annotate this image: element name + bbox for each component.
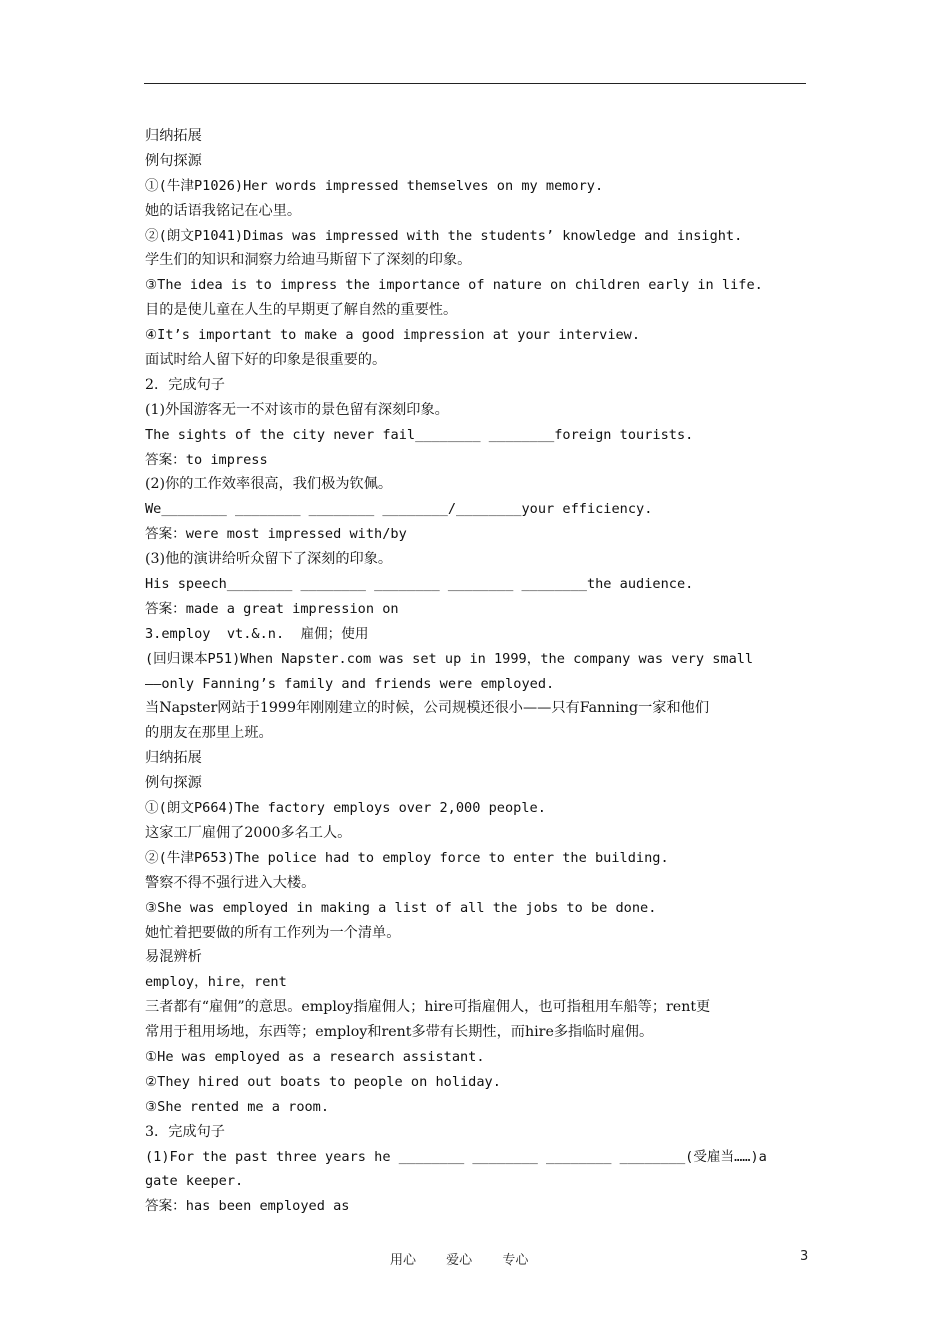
example-sentence: ④It’s important to make a good impression at your interview. xyxy=(145,327,641,344)
exercise-prompt: (3)他的演讲给听众留下了深刻的印象。 xyxy=(145,551,393,568)
example-translation: 这家工厂雇佣了2000多名工人。 xyxy=(145,824,352,841)
header-rule xyxy=(144,83,806,84)
example-sentence: ①(牛津P1026)Her words impressed themselves on my memory. xyxy=(145,177,604,194)
comparison-explanation: 三者都有“雇佣”的意思。employ指雇佣人；hire可指雇佣人，也可指租用车船等；rent更 xyxy=(145,999,711,1016)
exercise-answer: 答案：to impress xyxy=(145,451,268,468)
example-sentence: ②(朗文P1041)Dimas was impressed with the students’ knowledge and insight. xyxy=(145,227,743,244)
example-sentence: ②(牛津P653)The police had to employ force to enter the building. xyxy=(145,849,669,866)
page-footer xyxy=(0,1249,950,1269)
section-subheading: 例句探源 xyxy=(145,775,202,792)
example-sentence: ③She rented me a room. xyxy=(145,1098,330,1115)
example-translation: 目的是使儿童在人生的早期更了解自然的重要性。 xyxy=(145,302,458,319)
exercise-answer: 答案：made a great impression on xyxy=(145,600,399,617)
example-translation: 警察不得不强行进入大楼。 xyxy=(145,874,316,891)
exercise-heading: 3．完成句子 xyxy=(145,1123,225,1140)
textbook-sentence: (回归课本P51)When Napster.com was set up in 1999，the company was very small xyxy=(145,650,754,667)
vocabulary-entry: 3.employ vt.&.n. 雇佣；使用 xyxy=(145,625,369,642)
section-heading: 归纳拓展 xyxy=(145,128,202,144)
textbook-sentence: ——only Fanning’s family and friends were employed. xyxy=(145,675,555,692)
comparison-explanation: 常用于租用场地，东西等；employ和rent多带有长期性，而hire多指临时雇佣。 xyxy=(145,1024,654,1041)
exercise-sentence: The sights of the city never fail________ ________foreign tourists. xyxy=(145,426,694,443)
example-translation: 她的话语我铭记在心里。 xyxy=(145,202,302,219)
section-heading: 易混辨析 xyxy=(145,949,202,966)
exercise-sentence: We________ ________ ________ ________/________your efficiency. xyxy=(145,501,653,518)
exercise-answer: 答案：were most impressed with/by xyxy=(145,526,407,543)
example-sentence: ②They hired out boats to people on holiday. xyxy=(145,1073,501,1090)
example-sentence: ①(朗文P664)The factory employs over 2,000 people. xyxy=(145,800,546,817)
footer-motto xyxy=(390,1249,554,1268)
exercise-heading: 2．完成句子 xyxy=(145,376,225,393)
exercise-sentence: His speech________ ________ ________ ________ ________the audience. xyxy=(145,576,694,593)
exercise-answer: 答案：has been employed as xyxy=(145,1198,350,1215)
exercise-prompt: (1)外国游客无一不对该市的景色留有深刻印象。 xyxy=(145,401,449,418)
example-translation: 面试时给人留下好的印象是很重要的。 xyxy=(145,352,387,369)
example-translation: 学生们的知识和洞察力给迪马斯留下了深刻的印象。 xyxy=(145,252,472,269)
example-sentence: ③The idea is to impress the importance of nature on children early in life. xyxy=(145,277,763,294)
exercise-sentence: gate keeper. xyxy=(145,1173,244,1190)
example-sentence: ①He was employed as a research assistant. xyxy=(145,1048,485,1065)
section-subheading: 例句探源 xyxy=(145,152,202,169)
page-number: 3 xyxy=(800,1249,809,1264)
word-comparison: employ，hire，rent xyxy=(145,974,287,991)
example-translation: 她忙着把要做的所有工作列为一个清单。 xyxy=(145,924,401,941)
exercise-prompt: (2)你的工作效率很高，我们极为钦佩。 xyxy=(145,476,393,493)
document-body xyxy=(145,124,807,1219)
textbook-translation: 的朋友在那里上班。 xyxy=(145,725,273,742)
example-sentence: ③She was employed in making a list of all the jobs to be done. xyxy=(145,899,657,916)
exercise-sentence: (1)For the past three years he ________ ________ ________ ________(受雇当……)a xyxy=(145,1148,767,1165)
section-heading: 归纳拓展 xyxy=(145,750,202,767)
footer-motto-right: 专心 xyxy=(502,1253,529,1268)
textbook-translation: 当Napster网站于1999年刚刚建立的时候，公司规模还很小——只有Fanning一家和他们 xyxy=(145,700,710,717)
footer-motto-middle: 爱心 xyxy=(446,1253,473,1268)
footer-motto-left: 用心 xyxy=(390,1253,417,1268)
